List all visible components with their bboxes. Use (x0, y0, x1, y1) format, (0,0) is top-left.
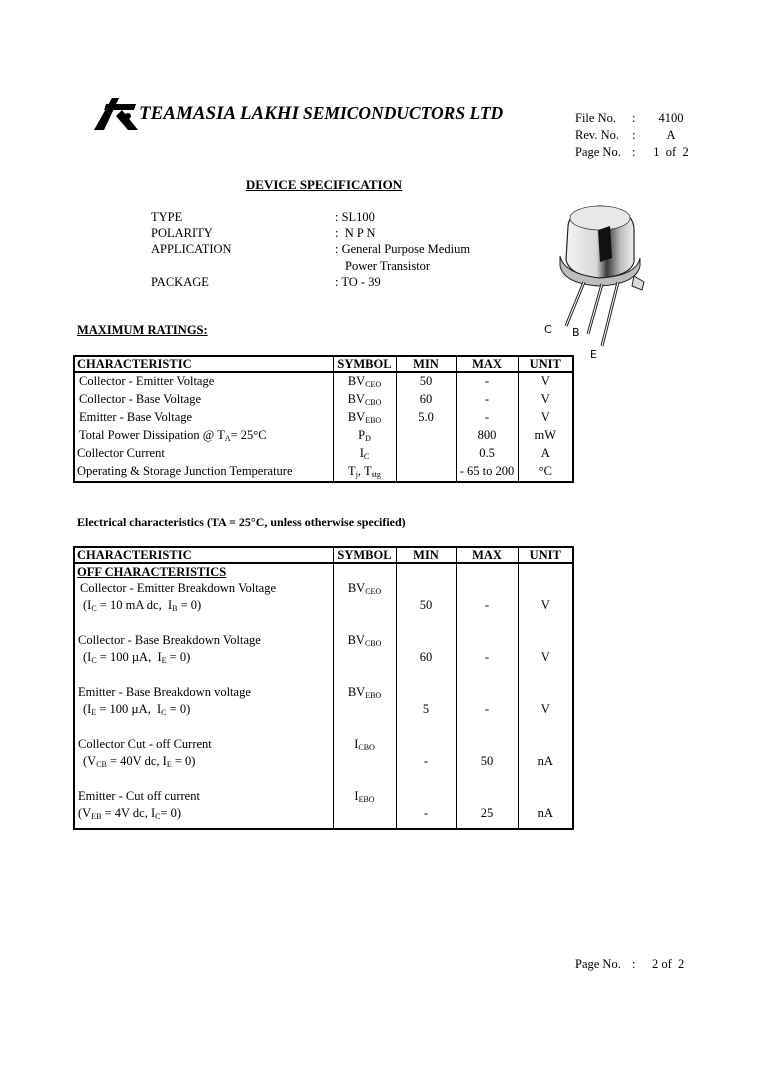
table-row: Emitter - Base Voltage $BV_{EBO}$ 5.0 - V (74, 409, 573, 427)
col-min: MIN (396, 547, 456, 563)
table-row: Total Power Dissipation @ $T_A= 25^\circ C$ $P_D$ 800 mW (74, 427, 573, 445)
pin-label-e: E (590, 348, 597, 361)
max-ratings-heading: MAXIMUM RATINGS: (77, 323, 208, 337)
col-min: MIN (396, 356, 456, 372)
spec-application: APPLICATION : General Purpose Medium (151, 242, 471, 257)
col-characteristic: CHARACTERISTIC (74, 356, 333, 372)
table-row: Collector - Emitter Breakdown Voltage ($I_C = 10$ mA dc, $I_B = 0$) $BV_{CEO}$ 50 - V (74, 580, 573, 632)
col-symbol: SYMBOL (333, 547, 396, 563)
to39-transistor-image (540, 196, 656, 366)
col-max: MAX (456, 547, 518, 563)
electrical-table (73, 546, 574, 830)
spec-type: TYPE : SL100 (151, 210, 375, 224)
spec-application-cont: Power Transistor (345, 258, 431, 273)
table-row: Collector Current $I_C$ 0.5 A (74, 445, 573, 463)
company-name (139, 103, 503, 125)
footer-page-number: Page No. : 2 of 2 (575, 957, 685, 971)
table-row: Collector Cut - off Current ($V_{CB} = 40V$ dc, $I_E = 0$) $I_{CBO}$ - 50 nA (74, 736, 573, 788)
col-max: MAX (456, 356, 518, 372)
table-row: Collector - Emitter Voltage $BV_{CEO}$ 50 - V (74, 372, 573, 391)
table-group-row: OFF CHARACTERISTICS (74, 563, 573, 580)
spec-package: PACKAGE : TO - 39 (151, 274, 381, 289)
col-unit: UNIT (518, 547, 573, 563)
meta-page-no: Page No. : 1 of 2 (575, 145, 689, 159)
company-name-rest: SEMICONDUCTORS LTD (302, 103, 504, 123)
table-header-row (74, 547, 573, 563)
company-name-main: TEAMASIA LAKHI (139, 103, 299, 124)
document-meta (575, 110, 690, 161)
electrical-heading: Electrical characteristics (TA = 25°C, unless otherwise specified) (77, 515, 406, 529)
table-row: Collector - Base Voltage $BV_{CBO}$ 60 - V (74, 391, 573, 409)
meta-rev-no: Rev. No. : A (575, 128, 676, 142)
spec-polarity: POLARITY : N P N (151, 226, 376, 241)
table-header-row (74, 356, 573, 372)
device-spec-list (151, 209, 545, 290)
table-row: Collector - Base Breakdown Voltage ($I_C = 100$ µA, $I_E = 0$) $BV_{CBO}$ 60 - V (74, 632, 573, 684)
table-row: Emitter - Base Breakdown voltage ($I_E = 100$ µA, $I_C = 0$) $BV_{EBO}$ 5 - V (74, 684, 573, 736)
company-logo (92, 96, 140, 132)
max-ratings-table (73, 355, 574, 483)
meta-file-no: File No. : 4100 (575, 111, 684, 125)
page-title: DEVICE SPECIFICATION (245, 177, 403, 192)
table-row: Operating & Storage Junction Temperature $T_j$, $T_{stg}$ - 65 to 200 °C (74, 463, 573, 482)
col-unit: UNIT (518, 356, 573, 372)
pin-label-b: B (572, 326, 580, 339)
col-symbol: SYMBOL (333, 356, 396, 372)
table-row: Emitter - Cut off current ($V_{EB} = 4V$ dc, $I_C= 0$) $I_{EBO}$ - 25 nA (74, 788, 573, 829)
pin-label-c: C (544, 323, 552, 336)
col-characteristic: CHARACTERISTIC (74, 547, 333, 563)
